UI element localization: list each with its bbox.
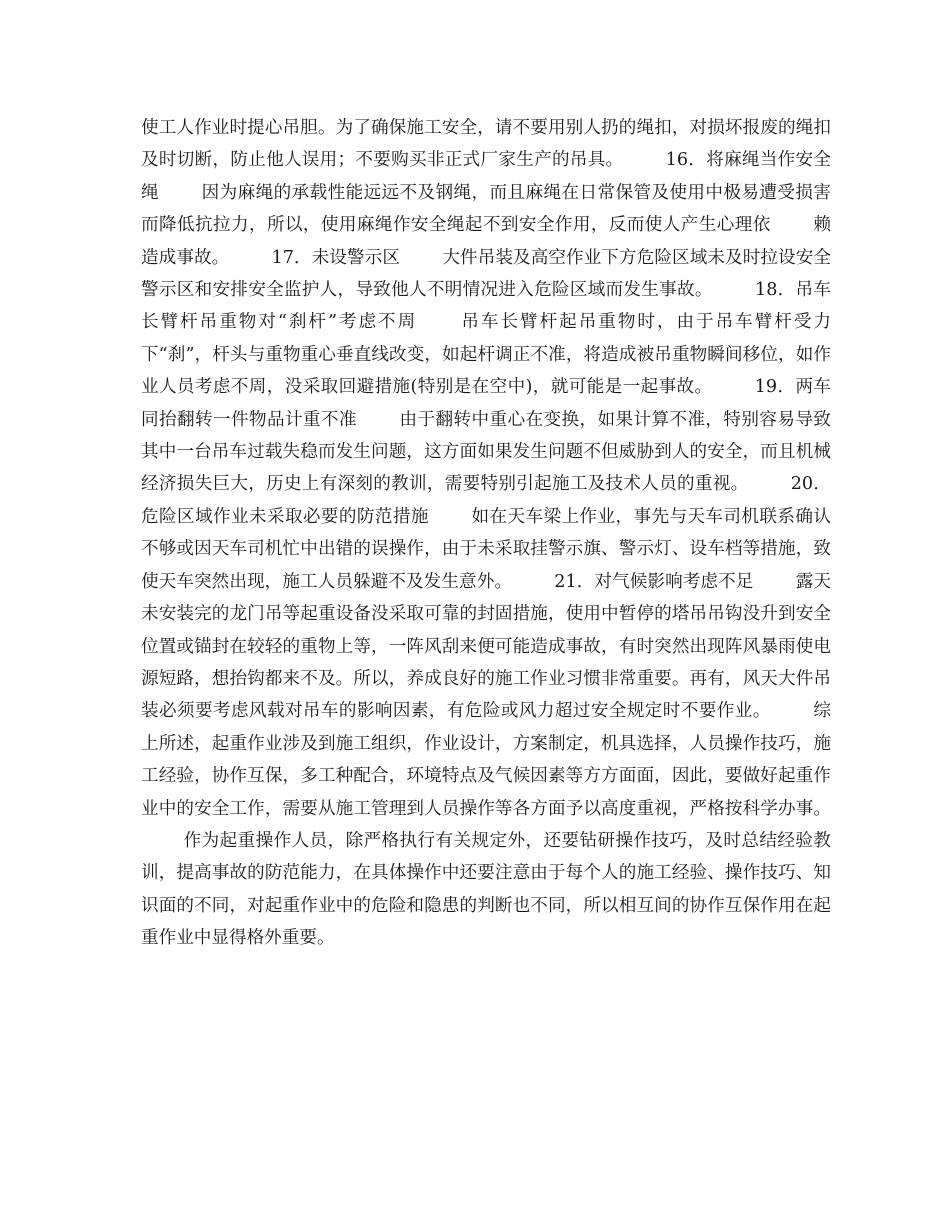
item-body-19: 由于翻转中重心在变换，如果计算不准，特别容易导致其中一台吊车过载失稳而发生问题，这方面如果发生问题不但威胁到人的安全，而且机械经济损失巨大，历史上有深刻的教训，需要特别引起施工及技术人员的重视。 — [141, 409, 831, 495]
closing-text: 作为起重操作人员，除严格执行有关规定外，还要钻研操作技巧，及时总结经验教训，提高事故的防范能力，在具体操作中还要注意由于每个人的施工经验、操作技巧、知识面的不同，对起重作业中的危险和隐患的判断也不同，所以相互间的协作互保作用在起重作业中显得格外重要。 — [141, 830, 831, 949]
item-heading-20: 20．危险区域作业未采取必要的防范措施 — [141, 474, 831, 527]
item-body-21: 露天未安装完的龙门吊等起重设备没采取可靠的封固措施，使用中暂停的塔吊吊钩没升到安全位置或锚封在较轻的重物上等，一阵风刮来便可能造成事故，有时突然出现阵风暴雨使电源短路，想抬钩都来不及。所以，养成良好的施工作业习惯非常重要。再有，风天大件吊装必须要考虑风载对吊车的影响因素，有危险或风力超过安全规定时不要作业。 — [141, 571, 831, 722]
text-segment-1: 使工人作业时提心吊胆。为了确保施工安全，请不要用别人扔的绳扣，对损坏报废的绳扣及时切断，防止他人误用；不要购买非正式厂家生产的吊具。 — [141, 118, 831, 171]
item-body-17: 大件吊装及高空作业下方危险区域未及时拉设安全警示区和安排安全监护人，导致他人不明情况进入危险区域而发生事故。 — [141, 247, 831, 301]
item-body-16: 因为麻绳的承载性能远远不及钢绳，而且麻绳在日常保管及使用中极易遭受损害而降低抗拉力，所以，使用麻绳作安全绳起不到安全作用，反而使人产生心理依 — [141, 182, 831, 236]
summary-text: 综上所述，起重作业涉及到施工组织，作业设计，方案制定，机具选择，人员操作技巧，施工经验，协作互保，多工种配合，环境特点及气候因素等方方面面，因此，要做好起重作业中的安全工作，需要从施工管理到人员操作等各方面予以高度重视，严格按科学办事。 — [141, 701, 831, 819]
item-body-16-end: 赖造成事故。 — [141, 215, 831, 268]
item-heading-21: 21．对气候影响考虑不足 — [554, 571, 754, 592]
body-paragraph — [141, 112, 831, 955]
item-heading-19: 19．两车同抬翻转一件物品计重不准 — [141, 377, 832, 430]
item-body-18: 吊车长臂杆起吊重物时，由于吊车臂杆受力下“刹”，杆头与重物重心垂直线改变，如起杆调正不准，将造成被吊重物瞬间移位，如作业人员考虑不周，没采取回避措施(特别是在空中)，就可能是一起事故。 — [141, 312, 831, 398]
item-body-20: 如在天车梁上作业，事先与天车司机联系确认不够或因天车司机忙中出错的误操作，由于未采取挂警示旗、警示灯、设车档等措施，致使天车突然出现，施工人员躲避不及发生意外。 — [141, 506, 831, 592]
item-heading-18: 18．吊车长臂杆吊重物对“刹杆”考虑不周 — [141, 280, 831, 333]
item-heading-17: 17．未设警示区 — [271, 247, 401, 268]
item-heading-16: 16．将麻绳当作安全绳 — [141, 150, 831, 203]
